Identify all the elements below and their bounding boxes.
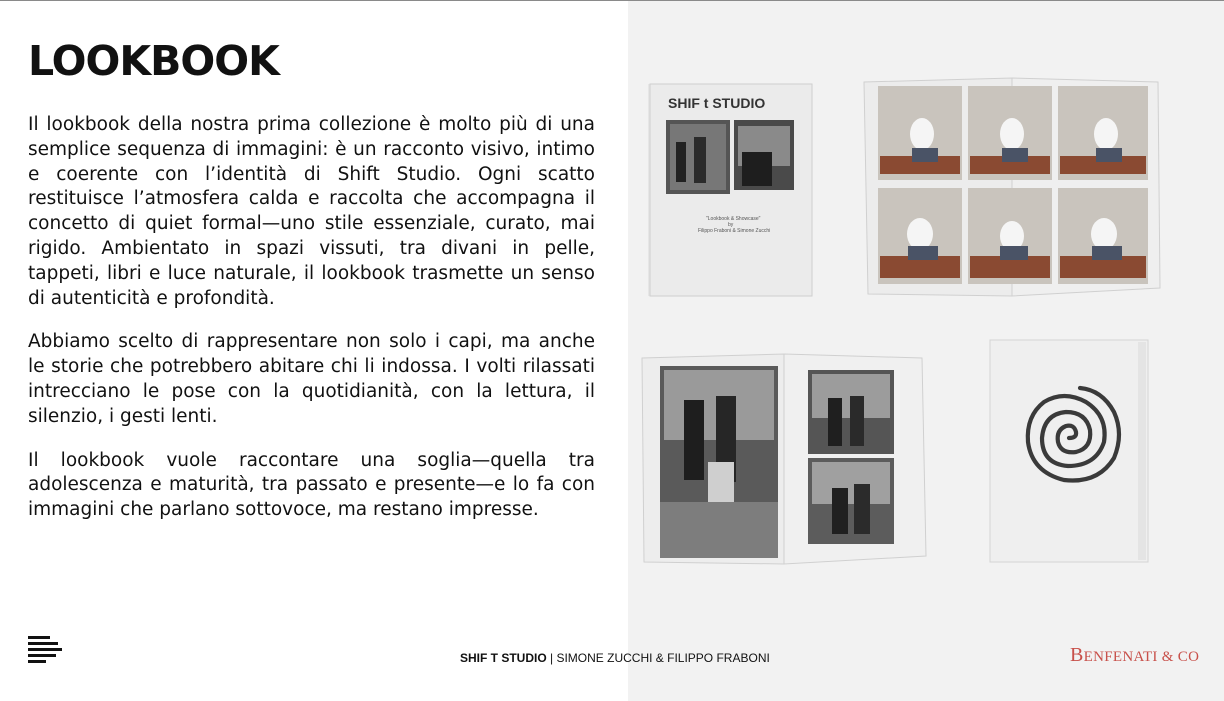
spiral-cover-photo — [988, 338, 1152, 566]
cover-caption-line-2: by — [728, 222, 734, 228]
paragraph-stories: Abbiamo scelto di rappresentare non solo i capi, ma anche le storie che potrebbero abitare chi li indossa. I volti rilassati intrecciano le pose con la quotidianità, con la lettura, il silenzio, i gesti lenti. — [28, 331, 595, 427]
company-logo — [1070, 644, 1199, 667]
company-initial: B — [1070, 644, 1084, 666]
lines-logo-icon — [28, 636, 62, 664]
paragraph-intro: Il lookbook della nostra prima collezione è molto più di una semplice sequenza di immagini: è un racconto visivo, intimo e coerente con l’identità di Shift Studio. Ogni scatto restituisce l’atmosfera calda e raccolta che accompagna il concetto di quiet formal—uno stile essenziale, curato, mai rigido. Ambientato in spazi vissuti, tra divani in pelle, tappeti, libri e luce naturale, il lookbook trasmette un senso di autenticità e profondità. — [28, 114, 595, 309]
cover-title: SHIF t STUDIO — [668, 95, 766, 111]
lookbook-cover-photo — [646, 82, 814, 298]
footer-authors: | SIMONE ZUCCHI & FILIPPO FRABONI — [546, 651, 770, 665]
bw-spread-photo — [638, 352, 930, 566]
company-name: ENFENATI — [1083, 649, 1158, 665]
footer-credits — [460, 651, 770, 665]
paragraph-threshold: Il lookbook vuole raccontare una soglia—quella tra adolescenza e maturità, tra passato e presente—e lo fa con immagini che parlano sottovoce, ma restano impresse. — [28, 449, 595, 521]
cover-caption-line-1: "Lookbook & Showcase" — [706, 216, 761, 222]
color-spread-photo — [862, 74, 1164, 298]
page-title: LOOKBOOK — [28, 37, 279, 85]
cover-caption-line-3: Filippo Fraboni & Simone Zucchi — [698, 228, 771, 234]
company-suffix: & CO — [1157, 649, 1200, 665]
footer-brand: SHIF T STUDIO — [460, 651, 547, 665]
body-text — [28, 113, 595, 542]
